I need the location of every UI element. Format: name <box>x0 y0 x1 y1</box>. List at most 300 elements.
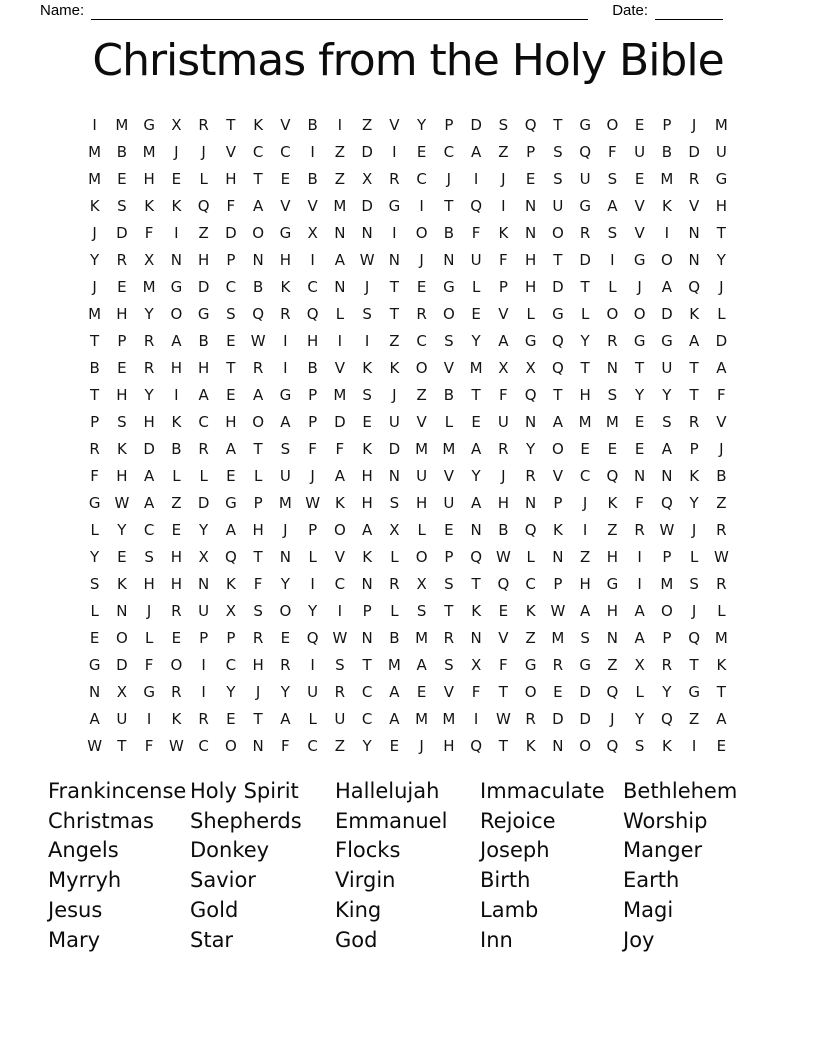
grid-letter: E <box>117 277 127 296</box>
grid-letter: A <box>89 709 100 728</box>
grid-letter: T <box>498 682 508 701</box>
grid-letter: B <box>116 142 128 161</box>
grid-letter: M <box>442 709 456 728</box>
grid-letter: C <box>280 142 291 161</box>
grid-letter: N <box>279 547 291 566</box>
word-list-column <box>623 777 753 955</box>
grid-letter: B <box>307 115 318 134</box>
grid-letter: C <box>334 574 346 593</box>
grid-letter: R <box>280 304 291 323</box>
grid-letter: Q <box>306 304 319 323</box>
grid-letter: U <box>661 358 673 377</box>
grid-letter: A <box>688 331 700 350</box>
grid-letter: J <box>174 142 179 161</box>
grid-letter: K <box>362 358 373 377</box>
grid-letter: G <box>88 493 101 512</box>
grid-letter: B <box>198 331 209 350</box>
grid-letter: G <box>170 277 183 296</box>
grid-letter: K <box>607 493 618 512</box>
grid-letter: W <box>495 547 511 566</box>
grid-row <box>81 300 735 327</box>
grid-letter: O <box>252 223 265 242</box>
grid-letter: M <box>415 709 429 728</box>
grid-letter: M <box>142 277 156 296</box>
grid-letter: I <box>610 250 615 269</box>
grid-letter: H <box>415 493 428 512</box>
grid-letter: I <box>392 223 397 242</box>
grid-letter: K <box>225 574 236 593</box>
grid-letter: T <box>389 277 399 296</box>
grid-letter: O <box>170 655 183 674</box>
grid-letter: P <box>553 493 563 512</box>
grid-letter: A <box>252 385 264 404</box>
grid-letter: C <box>307 277 318 296</box>
grid-letter: H <box>116 466 128 485</box>
grid-letter: C <box>225 655 237 674</box>
grid-letter: C <box>307 736 318 755</box>
grid-letter: T <box>253 439 263 458</box>
grid-letter: I <box>637 547 642 566</box>
grid-letter: G <box>524 655 537 674</box>
grid-letter: E <box>226 331 236 350</box>
word-list-item: Hallelujah <box>335 779 440 803</box>
grid-letter: T <box>444 601 454 620</box>
grid-letter: Y <box>635 385 645 404</box>
grid-letter: J <box>92 277 97 296</box>
grid-letter: K <box>498 223 509 242</box>
grid-letter: K <box>116 439 127 458</box>
grid-letter: F <box>335 439 345 458</box>
grid-row <box>81 138 735 165</box>
grid-letter: R <box>334 682 346 701</box>
grid-letter: K <box>144 196 155 215</box>
grid-letter: P <box>253 493 263 512</box>
grid-letter: I <box>146 709 152 728</box>
grid-letter: N <box>361 628 373 647</box>
grid-row <box>81 273 735 300</box>
grid-letter: P <box>444 547 454 566</box>
grid-letter: M <box>605 412 619 431</box>
grid-letter: A <box>252 196 264 215</box>
grid-letter: Y <box>471 466 481 485</box>
grid-letter: E <box>553 682 563 701</box>
grid-letter: A <box>198 385 209 404</box>
grid-letter: N <box>89 682 101 701</box>
word-list-item: Gold <box>190 897 239 922</box>
grid-letter: O <box>442 304 455 323</box>
grid-letter: X <box>307 223 318 242</box>
grid-letter: H <box>143 412 155 431</box>
grid-letter: N <box>606 358 618 377</box>
grid-letter: A <box>607 196 618 215</box>
grid-letter: D <box>715 331 728 350</box>
grid-letter: F <box>144 223 154 242</box>
grid-letter: I <box>310 142 315 161</box>
grid-letter: I <box>664 223 670 242</box>
grid-letter: S <box>607 385 618 404</box>
grid-letter: D <box>334 412 346 431</box>
grid-letter: P <box>308 385 318 404</box>
grid-letter: D <box>143 439 155 458</box>
grid-letter: Z <box>361 115 373 134</box>
grid-letter: S <box>389 493 400 512</box>
grid-letter: D <box>361 142 373 161</box>
grid-letter: L <box>390 601 399 620</box>
grid-letter: G <box>443 277 455 296</box>
grid-letter: G <box>579 655 591 674</box>
grid-letter: C <box>579 466 591 485</box>
grid-letter: U <box>116 709 128 728</box>
grid-letter: P <box>444 115 454 134</box>
grid-letter: A <box>361 520 373 539</box>
grid-letter: S <box>89 574 100 593</box>
grid-letter: O <box>633 304 646 323</box>
grid-letter: E <box>498 601 509 620</box>
grid-letter: B <box>89 358 100 377</box>
grid-letter: K <box>389 358 400 377</box>
grid-row <box>81 435 735 462</box>
grid-letter: U <box>307 682 319 701</box>
grid-letter: H <box>252 520 264 539</box>
grid-letter: I <box>310 655 315 674</box>
grid-letter: U <box>715 142 727 161</box>
grid-letter: D <box>552 277 564 296</box>
grid-row <box>81 219 735 246</box>
grid-letter: J <box>364 277 370 296</box>
grid-letter: N <box>361 223 373 242</box>
word-list-item: Earth <box>623 868 680 893</box>
grid-letter: E <box>117 169 127 188</box>
grid-letter: L <box>308 547 317 566</box>
word-list-item: Virgin <box>335 868 396 893</box>
grid-letter: R <box>143 331 155 350</box>
grid-letter: H <box>306 331 319 350</box>
grid-row <box>81 192 735 219</box>
grid-letter: R <box>171 601 182 620</box>
grid-letter: E <box>171 628 182 647</box>
grid-letter: D <box>688 142 700 161</box>
grid-letter: K <box>253 115 264 134</box>
grid-letter: K <box>334 493 345 512</box>
grid-letter: T <box>253 547 263 566</box>
grid-letter: L <box>580 304 590 323</box>
grid-letter: R <box>688 169 700 188</box>
grid-letter: V <box>280 115 291 134</box>
grid-letter: H <box>116 304 128 323</box>
grid-letter: X <box>470 655 482 674</box>
grid-letter: K <box>280 277 291 296</box>
word-list-item: Manger <box>623 838 703 863</box>
grid-letter: D <box>388 439 401 458</box>
grid-letter: D <box>116 223 128 242</box>
grid-letter: E <box>634 412 645 431</box>
grid-letter: C <box>525 574 536 593</box>
grid-row <box>81 570 735 597</box>
grid-letter: N <box>525 196 537 215</box>
grid-letter: Y <box>90 250 100 269</box>
grid-letter: Y <box>199 520 209 539</box>
word-list-item: Mary <box>48 927 101 952</box>
grid-letter: S <box>662 412 672 431</box>
grid-letter: F <box>90 466 99 485</box>
grid-letter: J <box>392 385 397 404</box>
grid-letter: G <box>524 331 537 350</box>
grid-letter: E <box>607 439 618 458</box>
grid-letter: Q <box>252 304 265 323</box>
grid-letter: L <box>199 169 208 188</box>
grid-letter: G <box>715 169 728 188</box>
grid-letter: R <box>716 574 727 593</box>
grid-letter: N <box>525 412 537 431</box>
word-list-item: Joy <box>623 927 655 952</box>
grid-letter: S <box>553 169 563 188</box>
grid-letter: C <box>416 169 427 188</box>
grid-letter: T <box>689 385 699 404</box>
grid-letter: I <box>637 574 642 593</box>
grid-letter: A <box>334 466 345 485</box>
grid-letter: N <box>634 466 646 485</box>
grid-letter: C <box>198 736 209 755</box>
grid-letter: J <box>446 169 452 188</box>
grid-letter: H <box>197 358 210 377</box>
grid-letter: M <box>88 304 102 323</box>
grid-letter: Z <box>334 169 346 188</box>
grid-letter: J <box>719 439 724 458</box>
grid-letter: A <box>498 331 509 350</box>
name-label: Name: <box>40 2 85 19</box>
grid-letter: K <box>661 736 672 755</box>
grid-letter: L <box>144 628 154 647</box>
grid-letter: L <box>417 520 426 539</box>
grid-letter: C <box>198 412 209 431</box>
grid-letter: I <box>174 223 179 242</box>
grid-letter: U <box>279 466 291 485</box>
grid-letter: L <box>90 520 99 539</box>
grid-letter: Q <box>497 574 510 593</box>
grid-row <box>81 462 735 489</box>
grid-letter: L <box>717 601 726 620</box>
grid-letter: A <box>634 628 645 647</box>
word-list-item: Birth <box>480 868 531 893</box>
grid-letter: K <box>471 601 482 620</box>
grid-letter: Q <box>660 493 673 512</box>
grid-letter: F <box>717 385 726 404</box>
grid-row <box>81 381 735 408</box>
grid-letter: R <box>579 223 591 242</box>
grid-letter: N <box>525 493 537 512</box>
grid-letter: V <box>498 304 509 323</box>
word-list-item: Angels <box>48 838 119 863</box>
grid-letter: K <box>661 196 672 215</box>
grid-letter: E <box>471 304 481 323</box>
grid-letter: I <box>337 115 343 134</box>
grid-letter: G <box>88 655 101 674</box>
grid-letter: Y <box>280 682 290 701</box>
grid-letter: K <box>171 709 182 728</box>
grid-letter: L <box>199 466 208 485</box>
grid-letter: L <box>689 547 699 566</box>
grid-letter: A <box>171 331 182 350</box>
grid-letter: S <box>444 574 454 593</box>
grid-letter: V <box>552 466 563 485</box>
grid-letter: K <box>525 601 536 620</box>
grid-row <box>81 165 735 192</box>
grid-letter: E <box>416 682 427 701</box>
grid-letter: J <box>146 601 152 620</box>
grid-letter: H <box>170 358 183 377</box>
grid-letter: B <box>443 385 455 404</box>
grid-letter: W <box>250 331 266 350</box>
grid-letter: M <box>142 142 156 161</box>
word-list-item: Immaculate <box>480 779 605 803</box>
grid-letter: R <box>116 250 128 269</box>
grid-letter: P <box>362 601 372 620</box>
grid-letter: X <box>389 520 400 539</box>
grid-letter: M <box>415 628 429 647</box>
grid-letter: L <box>308 709 317 728</box>
grid-letter: U <box>416 466 428 485</box>
grid-letter: H <box>361 493 373 512</box>
grid-letter: N <box>525 223 537 242</box>
grid-letter: E <box>634 115 645 134</box>
grid-letter: Q <box>470 547 483 566</box>
word-list-item: Shepherds <box>190 808 302 833</box>
grid-letter: O <box>551 223 564 242</box>
grid-letter: S <box>689 574 699 593</box>
grid-letter: S <box>226 304 236 323</box>
grid-letter: Q <box>688 628 701 647</box>
grid-letter: J <box>255 682 261 701</box>
grid-letter: S <box>607 169 618 188</box>
grid-letter: E <box>416 142 427 161</box>
grid-letter: T <box>689 655 699 674</box>
grid-letter: D <box>225 223 237 242</box>
grid-letter: H <box>497 493 510 512</box>
grid-letter: T <box>362 655 372 674</box>
grid-letter: R <box>498 439 509 458</box>
grid-letter: S <box>498 115 509 134</box>
grid-letter: N <box>334 223 346 242</box>
grid-letter: P <box>226 628 236 647</box>
grid-letter: J <box>501 466 506 485</box>
grid-letter: S <box>362 304 372 323</box>
grid-letter: Y <box>117 520 127 539</box>
grid-letter: V <box>443 682 454 701</box>
grid-letter: J <box>719 277 724 296</box>
grid-letter: X <box>143 250 155 269</box>
grid-letter: E <box>280 628 291 647</box>
grid-letter: R <box>171 682 182 701</box>
grid-letter: F <box>499 655 508 674</box>
grid-letter: P <box>199 628 209 647</box>
grid-letter: E <box>634 169 645 188</box>
grid-letter: G <box>197 304 210 323</box>
word-list-item: Jesus <box>48 897 103 922</box>
grid-letter: H <box>443 736 455 755</box>
grid-letter: R <box>198 439 209 458</box>
grid-letter: V <box>634 223 645 242</box>
grid-letter: O <box>660 250 673 269</box>
grid-letter: D <box>197 277 210 296</box>
grid-letter: Z <box>416 385 427 404</box>
grid-letter: G <box>606 574 619 593</box>
grid-letter: M <box>115 115 129 134</box>
grid-letter: E <box>226 466 236 485</box>
grid-letter: H <box>579 385 591 404</box>
grid-letter: G <box>633 331 646 350</box>
grid-letter: Q <box>470 736 483 755</box>
grid-letter: C <box>143 520 155 539</box>
grid-letter: A <box>716 709 727 728</box>
grid-letter: A <box>552 412 563 431</box>
grid-letter: V <box>634 196 645 215</box>
grid-letter: J <box>201 142 206 161</box>
grid-letter: C <box>361 682 373 701</box>
grid-row <box>81 111 735 138</box>
grid-letter: R <box>552 655 564 674</box>
grid-letter: M <box>88 142 102 161</box>
word-list-item: God <box>335 927 378 952</box>
grid-letter: N <box>361 574 373 593</box>
grid-letter: J <box>310 466 315 485</box>
grid-letter: Y <box>716 250 726 269</box>
grid-letter: P <box>526 142 536 161</box>
grid-letter: H <box>252 655 264 674</box>
grid-letter: N <box>388 466 400 485</box>
page-title: Christmas from the Holy Bible <box>92 35 724 86</box>
grid-letter: C <box>443 142 455 161</box>
grid-letter: H <box>197 250 210 269</box>
grid-letter: E <box>171 169 182 188</box>
grid-letter: T <box>471 385 481 404</box>
grid-letter: I <box>201 682 206 701</box>
grid-letter: I <box>501 196 506 215</box>
grid-letter: V <box>688 196 700 215</box>
grid-letter: S <box>362 385 372 404</box>
grid-letter: M <box>469 358 483 377</box>
grid-row <box>81 516 735 543</box>
grid-letter: T <box>117 736 127 755</box>
grid-letter: E <box>389 736 400 755</box>
grid-letter: H <box>606 547 619 566</box>
grid-letter: I <box>473 709 479 728</box>
grid-row <box>81 327 735 354</box>
grid-letter: H <box>225 169 237 188</box>
grid-letter: O <box>415 358 428 377</box>
grid-letter: X <box>361 169 373 188</box>
grid-letter: Y <box>362 736 372 755</box>
word-list-item: Holy Spirit <box>190 779 299 803</box>
grid-letter: E <box>416 277 427 296</box>
grid-letter: N <box>170 250 182 269</box>
grid-letter: N <box>334 277 346 296</box>
grid-letter: O <box>579 736 592 755</box>
grid-letter: U <box>388 412 400 431</box>
grid-letter: M <box>415 439 429 458</box>
grid-letter: E <box>89 628 100 647</box>
grid-letter: M <box>88 169 102 188</box>
grid-letter: Q <box>197 196 210 215</box>
grid-letter: R <box>280 655 291 674</box>
grid-letter: G <box>279 223 292 242</box>
grid-letter: V <box>334 358 345 377</box>
grid-letter: D <box>579 250 591 269</box>
grid-row <box>81 624 735 651</box>
grid-letter: N <box>388 250 400 269</box>
grid-letter: J <box>691 115 697 134</box>
grid-letter: X <box>225 601 237 620</box>
grid-letter: E <box>280 169 291 188</box>
